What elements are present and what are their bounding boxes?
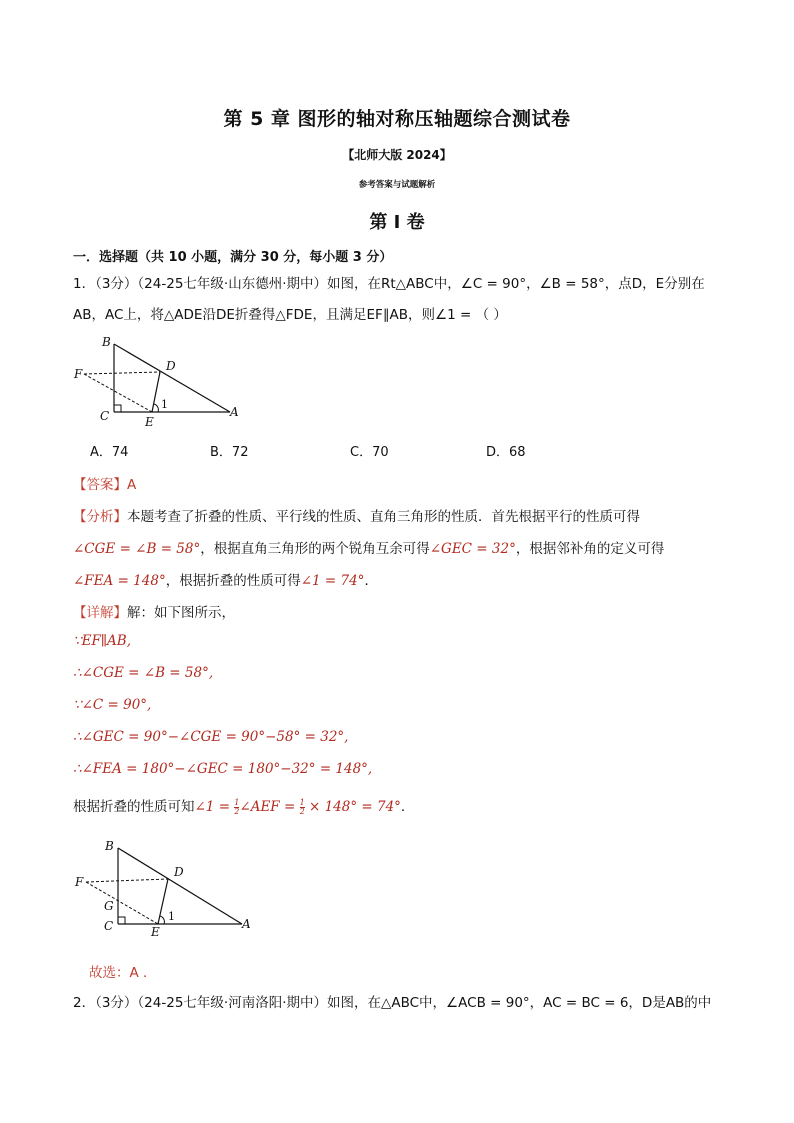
- analysis-text-1: 本题考查了折叠的性质、平行线的性质、直角三角形的性质．首先根据平行的性质可得: [127, 509, 640, 525]
- detail-tag: 【详解】: [73, 605, 127, 621]
- analysis-tag: 【分析】: [73, 509, 127, 525]
- analysis-line-1: [73, 505, 640, 525]
- figure-1: [70, 332, 250, 428]
- analysis-line-3: [73, 569, 378, 589]
- fraction-half-1: $\frac{1}{2}$: [234, 797, 240, 816]
- step-2: ∴∠CGE = ∠B = 58°,: [73, 665, 214, 681]
- label-b-2: B: [105, 839, 114, 853]
- fraction-half-2: $\frac{1}{2}$: [299, 797, 305, 816]
- label-d-2: D: [174, 865, 184, 879]
- analysis-math-angle1: ∠1 = 74°: [300, 573, 365, 589]
- conclusion-math-c: × 148° = 74°: [304, 799, 401, 815]
- label-e: E: [145, 415, 154, 429]
- choice-line: [89, 961, 157, 981]
- segment-fe-2: [86, 882, 158, 924]
- analysis-text-4: ，根据折叠的性质可得: [165, 573, 301, 589]
- segment-de: [152, 372, 160, 412]
- segment-ab: [114, 344, 230, 412]
- conclusion-line: [73, 795, 414, 816]
- answer-line: [73, 473, 136, 493]
- label-angle-1: 1: [161, 398, 168, 411]
- label-c-2: C: [104, 919, 114, 933]
- option-d: D．68: [486, 445, 526, 460]
- label-e-2: E: [151, 925, 160, 939]
- answer-tag: 【答案】: [73, 477, 127, 493]
- conclusion-math-b: ∠AEF =: [239, 799, 300, 815]
- page-title: 第 5 章 图形的轴对称压轴题综合测试卷: [223, 108, 571, 130]
- label-b: B: [102, 335, 111, 349]
- option-b: B．72: [210, 445, 249, 460]
- detail-intro: 解：如下图所示，: [127, 605, 235, 621]
- question-2-line-1: 2．（3分）（24-25七年级·河南洛阳·期中）如图，在△ABC中，∠ACB = 90°，AC = BC = 6，D是AB的中: [73, 995, 712, 1011]
- conclusion-pre: 根据折叠的性质可知: [73, 799, 195, 815]
- figure-2: [70, 838, 260, 938]
- analysis-math-gec: ∠GEC = 32°: [429, 541, 516, 557]
- label-f: F: [74, 367, 83, 381]
- analysis-text-3: ，根据邻补角的定义可得: [515, 541, 665, 557]
- step-1: ∵EF∥AB,: [73, 633, 132, 649]
- analysis-text-2: ，根据直角三角形的两个锐角互余可得: [200, 541, 430, 557]
- option-a: A．74: [90, 445, 129, 460]
- step-5: ∴∠FEA = 180°−∠GEC = 180°−32° = 148°,: [73, 761, 373, 777]
- label-angle-1-2: 1: [168, 910, 175, 923]
- question-1-line-1: 1．（3分）（24-25七年级·山东德州·期中）如图，在Rt△ABC中，∠C = 90°，∠B = 58°，点D，E分别在: [73, 276, 705, 292]
- step-4: ∴∠GEC = 90°−∠CGE = 90°−58° = 32°,: [73, 729, 349, 745]
- label-f-2: F: [75, 875, 84, 889]
- angle-1-arc-2: [160, 916, 164, 924]
- option-c: C．70: [350, 445, 389, 460]
- volume-heading: 第 I 卷: [369, 212, 425, 233]
- section-heading: 一．选择题（共 10 小题，满分 30 分，每小题 3 分）: [73, 250, 393, 265]
- choice-text: 故选：A ．: [89, 965, 157, 981]
- step-3: ∵∠C = 90°,: [73, 697, 152, 713]
- edition-label: 【北师大版 2024】: [342, 148, 452, 162]
- conclusion-end: ．: [400, 799, 415, 815]
- conclusion-math-a: ∠1 =: [194, 799, 235, 815]
- label-a-2: A: [242, 917, 251, 931]
- segment-fe: [84, 374, 152, 412]
- segment-fd-2: [86, 879, 168, 882]
- label-c: C: [100, 409, 110, 423]
- question-1-line-2: AB，AC上，将△ADE沿DE折叠得△FDE，且满足EF∥AB，则∠1 = （ ）: [73, 307, 507, 323]
- segment-ab-2: [118, 848, 242, 924]
- detail-line: [73, 601, 235, 621]
- label-a: A: [230, 405, 239, 419]
- analysis-text-5: ．: [364, 573, 378, 589]
- analysis-math-cge: ∠CGE = ∠B = 58°: [73, 541, 201, 557]
- label-g-2: G: [104, 899, 114, 913]
- subtitle: 参考答案与试题解析: [358, 180, 436, 190]
- analysis-line-2: [73, 537, 664, 557]
- analysis-math-fea: ∠FEA = 148°: [73, 573, 166, 589]
- right-angle-mark: [114, 405, 121, 412]
- right-angle-mark-2: [118, 917, 125, 924]
- label-d: D: [166, 359, 176, 373]
- segment-fd: [84, 372, 160, 374]
- answer-value: A: [127, 477, 137, 493]
- angle-1-arc: [154, 404, 158, 412]
